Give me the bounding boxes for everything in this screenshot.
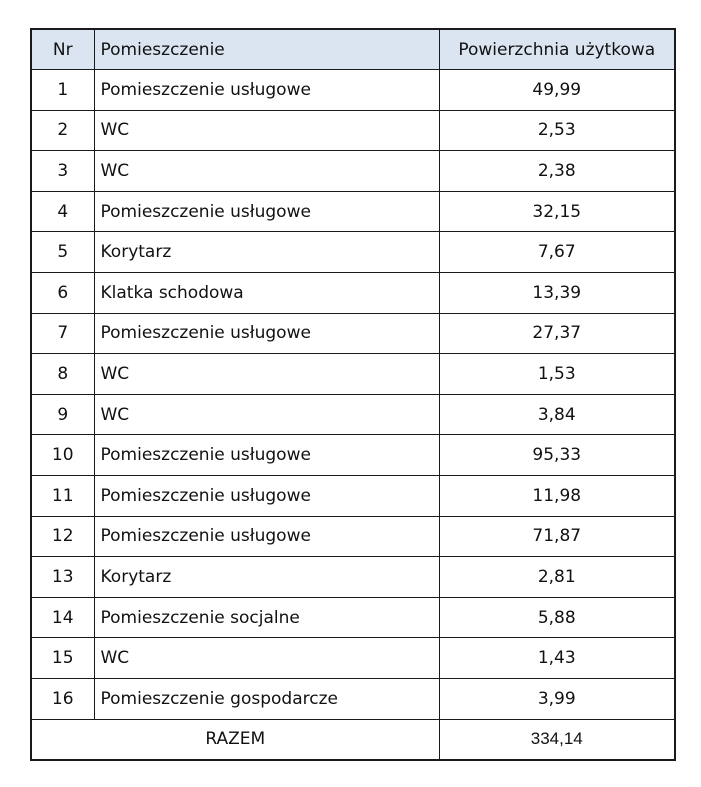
row-nr: 7 bbox=[31, 313, 94, 354]
row-room: WC bbox=[94, 638, 439, 679]
row-room: Pomieszczenie usługowe bbox=[94, 435, 439, 476]
row-nr: 13 bbox=[31, 557, 94, 598]
row-room: WC bbox=[94, 151, 439, 192]
row-room: WC bbox=[94, 394, 439, 435]
header-row bbox=[31, 29, 675, 70]
row-area: 7,67 bbox=[439, 232, 675, 273]
row-area: 71,87 bbox=[439, 516, 675, 557]
row-room: Klatka schodowa bbox=[94, 272, 439, 313]
row-room: Korytarz bbox=[94, 232, 439, 273]
header-area: Powierzchnia użytkowa bbox=[439, 29, 675, 70]
row-area: 49,99 bbox=[439, 70, 675, 111]
table-row bbox=[31, 70, 675, 111]
row-nr: 3 bbox=[31, 151, 94, 192]
row-nr: 1 bbox=[31, 70, 94, 111]
total-label: RAZEM bbox=[31, 719, 439, 760]
row-nr: 14 bbox=[31, 597, 94, 638]
row-nr: 15 bbox=[31, 638, 94, 679]
row-room: WC bbox=[94, 110, 439, 151]
row-room: Pomieszczenie gospodarcze bbox=[94, 678, 439, 719]
table-row bbox=[31, 435, 675, 476]
table-header bbox=[31, 29, 675, 70]
row-area: 2,53 bbox=[439, 110, 675, 151]
table-row bbox=[31, 475, 675, 516]
row-area: 5,88 bbox=[439, 597, 675, 638]
row-area: 32,15 bbox=[439, 191, 675, 232]
row-room: Pomieszczenie usługowe bbox=[94, 516, 439, 557]
table-row bbox=[31, 151, 675, 192]
row-area: 2,38 bbox=[439, 151, 675, 192]
table-body bbox=[31, 70, 675, 720]
table-row bbox=[31, 557, 675, 598]
row-nr: 4 bbox=[31, 191, 94, 232]
row-area: 1,43 bbox=[439, 638, 675, 679]
table-row bbox=[31, 597, 675, 638]
table-row bbox=[31, 272, 675, 313]
row-area: 95,33 bbox=[439, 435, 675, 476]
row-nr: 12 bbox=[31, 516, 94, 557]
table-row bbox=[31, 232, 675, 273]
table-row bbox=[31, 110, 675, 151]
table-row bbox=[31, 516, 675, 557]
row-room: WC bbox=[94, 354, 439, 395]
row-room: Pomieszczenie usługowe bbox=[94, 313, 439, 354]
table-row bbox=[31, 638, 675, 679]
table-row bbox=[31, 394, 675, 435]
row-nr: 6 bbox=[31, 272, 94, 313]
row-nr: 11 bbox=[31, 475, 94, 516]
table-row bbox=[31, 678, 675, 719]
row-area: 2,81 bbox=[439, 557, 675, 598]
row-area: 13,39 bbox=[439, 272, 675, 313]
row-room: Pomieszczenie usługowe bbox=[94, 70, 439, 111]
total-row bbox=[31, 719, 675, 760]
table-row bbox=[31, 313, 675, 354]
row-room: Pomieszczenie usługowe bbox=[94, 475, 439, 516]
row-area: 1,53 bbox=[439, 354, 675, 395]
area-table bbox=[30, 28, 676, 761]
header-room: Pomieszczenie bbox=[94, 29, 439, 70]
row-nr: 8 bbox=[31, 354, 94, 395]
row-nr: 10 bbox=[31, 435, 94, 476]
row-area: 3,84 bbox=[439, 394, 675, 435]
table-row bbox=[31, 354, 675, 395]
row-room: Pomieszczenie socjalne bbox=[94, 597, 439, 638]
row-room: Korytarz bbox=[94, 557, 439, 598]
row-nr: 5 bbox=[31, 232, 94, 273]
row-area: 27,37 bbox=[439, 313, 675, 354]
row-area: 3,99 bbox=[439, 678, 675, 719]
row-nr: 16 bbox=[31, 678, 94, 719]
table-row bbox=[31, 191, 675, 232]
row-nr: 9 bbox=[31, 394, 94, 435]
row-room: Pomieszczenie usługowe bbox=[94, 191, 439, 232]
table-footer bbox=[31, 719, 675, 760]
row-nr: 2 bbox=[31, 110, 94, 151]
total-value: 334,14 bbox=[439, 719, 675, 760]
row-area: 11,98 bbox=[439, 475, 675, 516]
header-nr: Nr bbox=[31, 29, 94, 70]
